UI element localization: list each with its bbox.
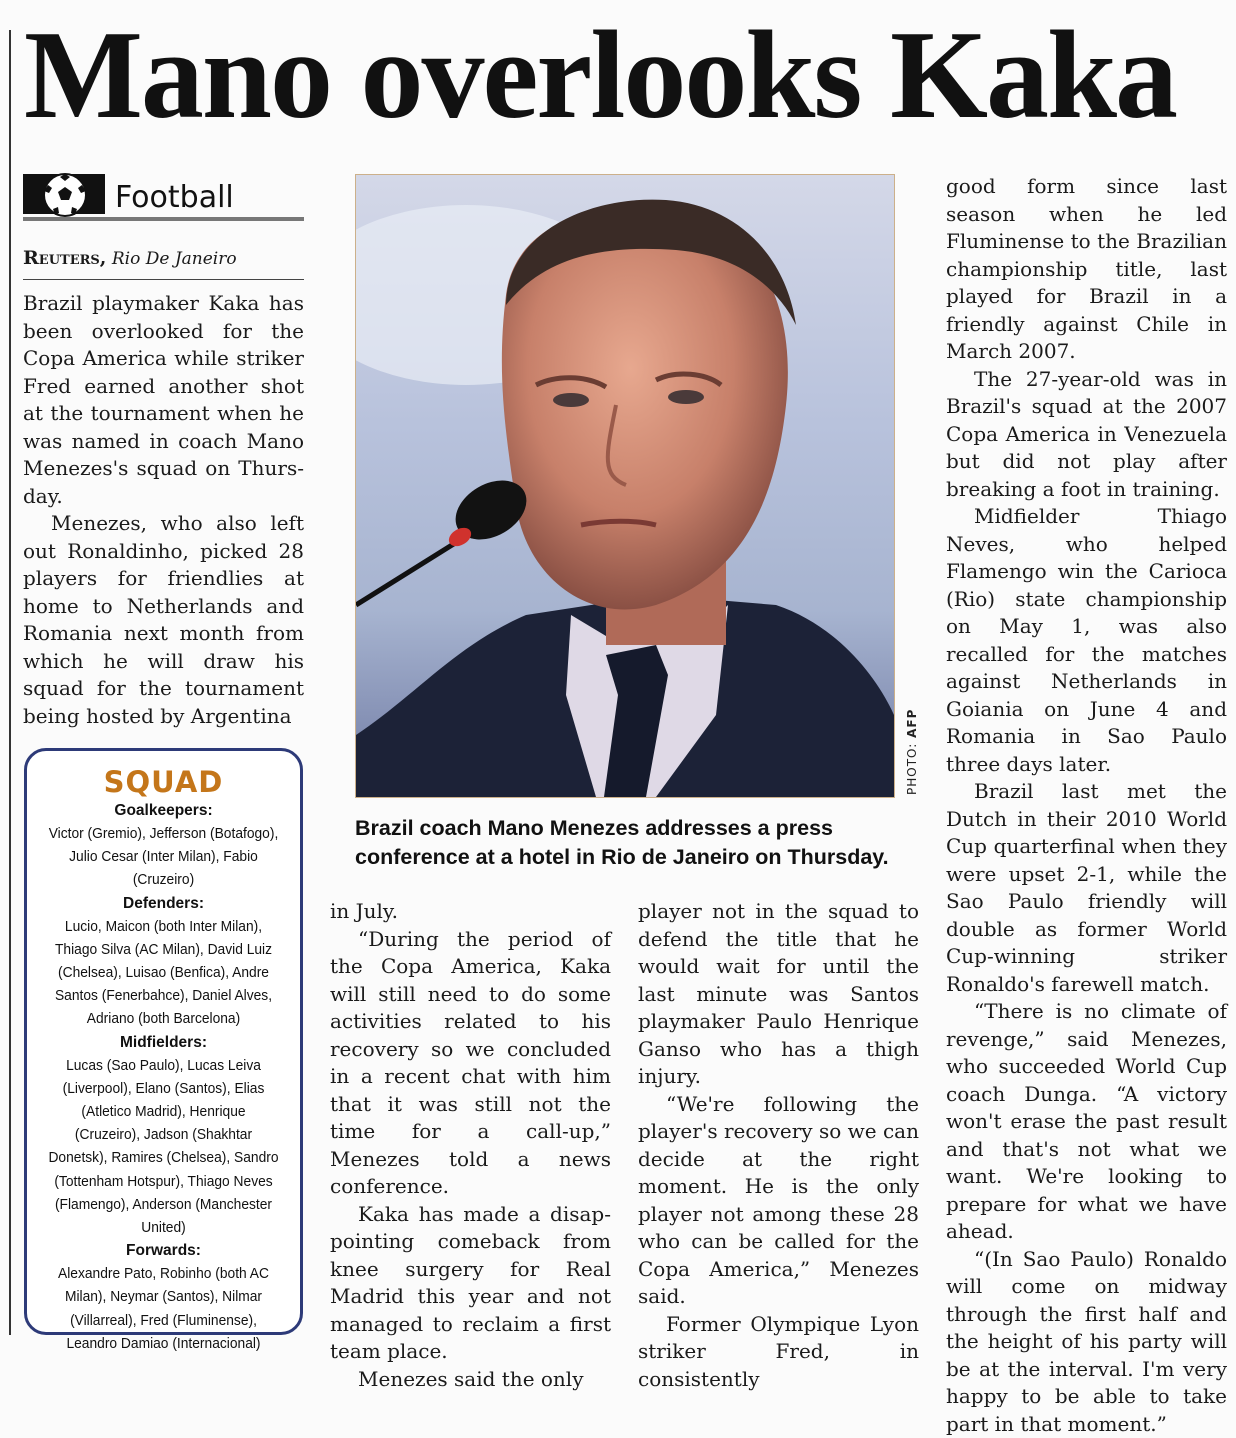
paragraph: “During the period of the Copa America, Kaka will still need to do some activities related to his recovery so we concluded in a recent chat with him that it was still not the time for a call-up,” Menezes told a news conference.	[330, 926, 611, 1201]
photo-credit	[905, 709, 919, 795]
column-rule-left	[9, 30, 11, 1335]
paragraph: Menezes, who also left out Ronaldinho, picked 28 players for friendlies at home to Netherlands and Romania next month from which he will draw his squad for the tournament being hosted by Argentina	[23, 510, 304, 730]
section-label: Football	[115, 180, 234, 215]
article-column-2	[330, 898, 611, 1393]
photo-credit-source: AFP	[905, 709, 919, 738]
defenders-list: Lucio, Maicon (both Inter Milan), Thiago Silva (AC Milan), David Luiz (Chelsea), Luisao (Benfica), Andre Santos (Fenerbahce), Daniel Alves, Adriano (both Barcelona)	[38, 915, 289, 1031]
paragraph: “We're following the player's recovery so we can decide at the right moment. He is the only player not among these 28 who can be called for the Copa America,” Menezes said.	[638, 1091, 919, 1311]
defenders-label: Defenders:	[27, 892, 300, 915]
paragraph: “There is no climate of revenge,” said Menezes, who succeeded World Cup coach Dunga. “A victory won't erase the past result and that's not what we want. We're looking to prepare for what we have ahead.	[946, 998, 1227, 1246]
paragraph: good form since last season when he led Fluminense to the Brazilian championship title, last played for Brazil in a friendly against Chile in March 2007.	[946, 173, 1227, 366]
byline-place: Rio De Janeiro	[112, 249, 237, 269]
paragraph: Menezes said the only	[330, 1366, 611, 1394]
forwards-label: Forwards:	[27, 1239, 300, 1262]
headline: Mano overlooks Kaka	[24, 12, 1229, 140]
midfielders-label: Midfielders:	[27, 1031, 300, 1054]
midfielders-list: Lucas (Sao Paulo), Lucas Leiva (Liverpool), Elano (Santos), Elias (Atletico Madrid), Henrique (Cruzeiro), Jadson (Shakhtar Donetsk), Ramires (Chelsea), Sandro (Tottenham Hotspur), Thiago Neves (Flamengo), Anderson (Manchester United)	[38, 1054, 289, 1240]
soccer-ball-icon	[23, 174, 105, 214]
goalkeepers-label: Goalkeepers:	[27, 799, 300, 822]
paragraph: in July.	[330, 898, 611, 926]
article-column-1	[23, 290, 304, 730]
byline-agency: Reuters,	[23, 247, 106, 269]
byline-rule	[23, 279, 304, 280]
forwards-list: Alexandre Pato, Robinho (both AC Milan), Neymar (Santos), Nilmar (Villarreal), Fred (Fluminense), Leandro Damiao (Internacional)	[38, 1262, 289, 1355]
byline	[23, 246, 304, 271]
photo-caption: Brazil coach Mano Menezes addresses a press conference at a hotel in Rio de Janeiro on Thursday.	[355, 814, 915, 872]
paragraph: “(In Sao Paulo) Ronaldo will come on midway through the first half and the height of his party will be at the interval. I'm very happy to be able to take part in that moment.”	[946, 1246, 1227, 1438]
paragraph: Brazil playmaker Kaka has been overlooked for the Copa America while striker Fred earned another shot at the tournament when he was named in coach Mano Menezes's squad on Thursday.	[23, 290, 304, 510]
photo-credit-prefix: PHOTO:	[905, 738, 919, 795]
news-photo	[355, 174, 895, 798]
paragraph: Kaka has made a disappointing comeback from knee surgery for Real Madrid this year and not managed to reclaim a first team place.	[330, 1201, 611, 1366]
squad-box	[24, 748, 303, 1335]
paragraph: player not in the squad to defend the title that he would wait for until the last minute was Santos playmaker Paulo Henrique Ganso who has a thigh injury.	[638, 898, 919, 1091]
section-header	[23, 172, 304, 222]
paragraph: The 27-year-old was in Brazil's squad at the 2007 Copa America in Venezuela but did not play after breaking a foot in training.	[946, 366, 1227, 504]
article-column-3	[638, 898, 919, 1393]
paragraph: Former Olympique Lyon striker Fred, in consistently	[638, 1311, 919, 1394]
squad-title: SQUAD	[27, 765, 300, 799]
section-rule	[23, 217, 304, 221]
article-column-4	[946, 173, 1227, 1438]
goalkeepers-list: Victor (Gremio), Jefferson (Botafogo), Julio Cesar (Inter Milan), Fabio (Cruzeiro)	[38, 822, 289, 892]
paragraph: Midfielder Thiago Neves, who helped Flamengo win the Carioca (Rio) state championship on May 1, was also recalled for the matches against Netherlands in Goiania on June 4 and Romania in Sao Paulo three days later.	[946, 503, 1227, 778]
photo-illustration	[356, 175, 894, 797]
paragraph: Brazil last met the Dutch in their 2010 World Cup quarterfinal when they were upset 2-1, while the Sao Paulo friendly will double as former World Cup-winning striker Ronaldo's farewell match.	[946, 778, 1227, 998]
